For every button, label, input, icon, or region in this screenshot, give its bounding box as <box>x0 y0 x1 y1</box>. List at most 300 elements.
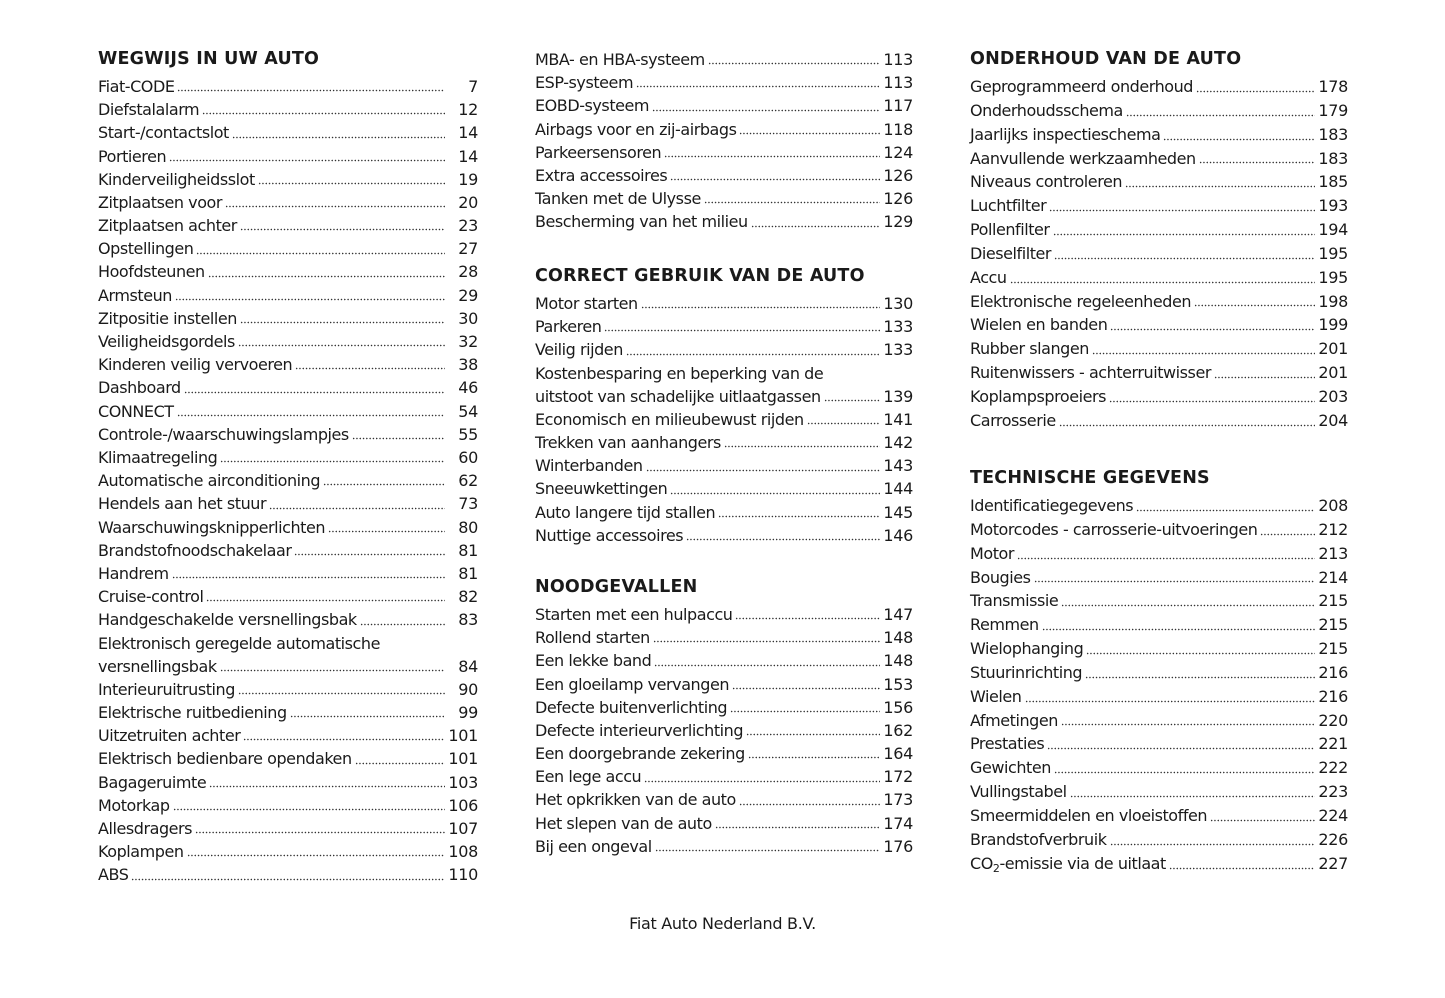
dot-leader <box>739 123 880 135</box>
entry-title: ABS <box>98 865 129 885</box>
dot-leader <box>1194 295 1315 307</box>
toc-entry[interactable] <box>98 237 478 260</box>
dot-leader <box>1017 548 1315 560</box>
entry-title: CONNECT <box>98 401 174 421</box>
dot-leader <box>209 776 445 788</box>
toc-entry[interactable] <box>970 804 1348 828</box>
dot-leader <box>352 428 445 440</box>
toc-entry[interactable] <box>970 385 1348 409</box>
toc-entry[interactable] <box>98 307 478 330</box>
entry-title: Start-/contactslot <box>98 123 229 143</box>
entry-title: Extra accessoires <box>535 165 668 185</box>
dot-leader <box>1049 200 1315 212</box>
entry-title: Onderhoudsschema <box>970 100 1123 120</box>
entry-title: Vullingstabel <box>970 782 1067 802</box>
toc-entry[interactable] <box>98 75 478 98</box>
dot-leader <box>1054 248 1315 260</box>
toc-entry[interactable] <box>970 290 1348 314</box>
entry-title: Parkeren <box>535 317 602 337</box>
entry-title: uitstoot van schadelijke uitlaatgassen <box>535 386 821 406</box>
dot-leader <box>208 266 445 278</box>
toc-entry[interactable] <box>535 742 913 765</box>
page-number: 143 <box>883 456 913 476</box>
entry-title: Aanvullende werkzaamheden <box>970 148 1196 168</box>
dot-leader <box>1086 643 1315 655</box>
toc-entry[interactable] <box>535 626 913 649</box>
entry-title: Dieselfilter <box>970 243 1052 263</box>
page-number: 195 <box>1318 243 1348 263</box>
dot-leader <box>240 219 445 231</box>
page-number: 62 <box>458 471 478 491</box>
entry-title: Automatische airconditioning <box>98 471 321 491</box>
page-number: 185 <box>1318 172 1348 192</box>
toc-entry[interactable] <box>98 261 478 284</box>
toc-list <box>535 48 913 234</box>
entry-title: Motor starten <box>535 293 638 313</box>
page-number: 101 <box>448 726 478 746</box>
entry-title: Niveaus controleren <box>970 172 1123 192</box>
toc-entry[interactable] <box>98 168 478 191</box>
entry-title: Diefstalalarm <box>98 100 200 120</box>
entry-title-line1: Kostenbesparing en beperking van de <box>535 363 824 383</box>
toc-entry[interactable] <box>98 840 478 863</box>
toc-entry[interactable] <box>98 771 478 794</box>
toc-entry[interactable] <box>970 170 1348 194</box>
page-number: 133 <box>883 340 913 360</box>
entry-title: Elektrische ruitbediening <box>98 703 287 723</box>
section-heading: TECHNISCHE GEGEVENS <box>970 468 1210 488</box>
toc-entry[interactable] <box>98 423 478 446</box>
toc-entry[interactable] <box>98 817 478 840</box>
page-number: 201 <box>1318 339 1348 359</box>
toc-entry[interactable] <box>535 141 913 164</box>
page-number: 224 <box>1318 805 1348 825</box>
toc-entry[interactable] <box>535 524 913 547</box>
entry-title: MBA- en HBA-systeem <box>535 49 705 69</box>
section-wegwijs <box>98 47 478 887</box>
page-number: 194 <box>1318 220 1348 240</box>
entry-title: Een doorgebrande zekering <box>535 744 745 764</box>
dot-leader <box>169 150 445 162</box>
page-number: 162 <box>883 720 913 740</box>
page-number: 193 <box>1318 196 1348 216</box>
toc-entry[interactable] <box>98 376 478 399</box>
entry-title: Het slepen van de auto <box>535 813 712 833</box>
toc-entry[interactable] <box>98 121 478 144</box>
page-number: 216 <box>1318 686 1348 706</box>
toc-entry[interactable] <box>535 719 913 742</box>
page-number: 212 <box>1318 519 1348 539</box>
toc-entry[interactable] <box>970 518 1348 542</box>
page-number: 14 <box>458 123 478 143</box>
toc-entry[interactable] <box>970 780 1348 804</box>
entry-title: Uitzetruiten achter <box>98 726 241 746</box>
entry-title: Gewichten <box>970 758 1051 778</box>
toc-list <box>970 494 1348 876</box>
page-number: 215 <box>1318 591 1348 611</box>
entry-title: Armsteun <box>98 285 172 305</box>
toc-entry[interactable] <box>535 187 913 210</box>
page-number: 145 <box>883 502 913 522</box>
dot-leader <box>746 724 880 736</box>
entry-title: Transmissie <box>970 591 1059 611</box>
dot-leader <box>670 169 880 181</box>
entry-title: EOBD-systeem <box>535 96 650 116</box>
page-number: 99 <box>458 703 478 723</box>
dot-leader <box>232 127 445 139</box>
entry-title: Veiligheidsgordels <box>98 332 235 352</box>
toc-entry[interactable] <box>535 71 913 94</box>
toc-entry[interactable] <box>98 98 478 121</box>
page-number: 148 <box>883 651 913 671</box>
toc-entry[interactable] <box>535 789 913 812</box>
toc-entry[interactable] <box>98 632 478 678</box>
dot-leader <box>1110 834 1315 846</box>
page-number: 146 <box>883 525 913 545</box>
toc-list <box>535 292 913 547</box>
toc-entry[interactable] <box>970 828 1348 852</box>
toc-entry[interactable] <box>535 118 913 141</box>
section-onderhoud <box>970 47 1348 433</box>
dot-leader <box>220 451 445 463</box>
toc-entry[interactable] <box>970 709 1348 733</box>
entry-title: Tanken met de Ulysse <box>535 189 701 209</box>
toc-entry[interactable] <box>98 284 478 307</box>
toc-entry[interactable] <box>98 446 478 469</box>
toc-entry[interactable] <box>98 330 478 353</box>
page-number: 54 <box>458 401 478 421</box>
entry-title: Hoofdsteunen <box>98 262 205 282</box>
entry-title: Motorcodes - carrosserie-uitvoeringen <box>970 519 1258 539</box>
toc-entry[interactable] <box>970 637 1348 661</box>
toc-entry[interactable] <box>98 516 478 539</box>
page-number: 60 <box>458 447 478 467</box>
page-number: 7 <box>468 76 478 96</box>
toc-entry[interactable] <box>98 191 478 214</box>
page-number: 107 <box>448 818 478 838</box>
toc-entry[interactable] <box>970 147 1348 171</box>
dot-leader <box>187 845 445 857</box>
entry-title: Koplampsproeiers <box>970 386 1106 406</box>
entry-title: ESP-systeem <box>535 73 634 93</box>
entry-title: Stuurinrichting <box>970 662 1083 682</box>
toc-entry[interactable] <box>970 852 1348 876</box>
page-number: 106 <box>448 795 478 815</box>
dot-leader <box>177 80 445 92</box>
entry-title: Brandstofverbruik <box>970 829 1107 849</box>
toc-entry[interactable] <box>535 94 913 117</box>
toc-entry[interactable] <box>970 661 1348 685</box>
toc-entry[interactable] <box>535 812 913 835</box>
entry-title: Controle-/waarschuwingslampjes <box>98 424 349 444</box>
toc-entry[interactable] <box>970 242 1348 266</box>
entry-title: Een lekke band <box>535 651 652 671</box>
toc-entry[interactable] <box>535 765 913 788</box>
entry-title: Wielen <box>970 686 1022 706</box>
toc-entry[interactable] <box>535 408 913 431</box>
page-number: 19 <box>458 169 478 189</box>
entry-title: Wielophanging <box>970 639 1084 659</box>
toc-entry[interactable] <box>535 478 913 501</box>
entry-title: Economisch en milieubewust rijden <box>535 409 804 429</box>
page-number: 195 <box>1318 267 1348 287</box>
toc-entry[interactable] <box>970 266 1348 290</box>
dot-leader <box>1047 738 1315 750</box>
toc-entry[interactable] <box>970 756 1348 780</box>
dot-leader <box>238 335 445 347</box>
entry-title: Starten met een hulpaccu <box>535 604 733 624</box>
entry-title: Trekken van aanhangers <box>535 433 721 453</box>
dot-leader <box>294 544 445 556</box>
entry-title: Koplampen <box>98 842 184 862</box>
dot-leader <box>1214 367 1315 379</box>
entry-title: Allesdragers <box>98 818 193 838</box>
dot-leader <box>646 460 880 472</box>
toc-list <box>970 75 1348 433</box>
entry-title: Geprogrammeerd onderhoud <box>970 77 1194 96</box>
page-number: 118 <box>883 119 913 139</box>
page-number: 129 <box>883 212 913 232</box>
toc-list <box>98 75 478 887</box>
toc-entry[interactable] <box>98 562 478 585</box>
dot-leader <box>652 100 880 112</box>
entry-title: Motor <box>970 543 1014 563</box>
toc-entry[interactable] <box>970 613 1348 637</box>
dot-leader <box>206 590 445 602</box>
toc-entry[interactable] <box>535 210 913 233</box>
entry-title: Remmen <box>970 615 1039 635</box>
toc-entry[interactable] <box>970 99 1348 123</box>
toc-entry[interactable] <box>970 494 1348 518</box>
dot-leader <box>225 196 445 208</box>
page-number: 156 <box>883 697 913 717</box>
entry-title: Wielen en banden <box>970 315 1108 335</box>
page-number: 117 <box>883 96 913 116</box>
dot-leader <box>1070 786 1315 798</box>
toc-entry[interactable] <box>970 194 1348 218</box>
toc-entry[interactable] <box>98 724 478 747</box>
entry-title: Accu <box>970 267 1007 287</box>
dot-leader <box>655 840 880 852</box>
page-number: 38 <box>458 355 478 375</box>
toc-entry[interactable] <box>98 145 478 168</box>
toc-entry[interactable] <box>970 542 1348 566</box>
dot-leader <box>258 173 445 185</box>
page-number: 30 <box>458 308 478 328</box>
dot-leader <box>202 103 445 115</box>
toc-entry[interactable] <box>535 454 913 477</box>
page-number: 226 <box>1318 829 1348 849</box>
page-number: 178 <box>1318 77 1348 96</box>
entry-title: Brandstofnoodschakelaar <box>98 540 292 560</box>
footer-publisher: Fiat Auto Nederland B.V. <box>629 914 816 933</box>
toc-entry[interactable] <box>535 315 913 338</box>
entry-title: Portieren <box>98 146 167 166</box>
dot-leader <box>173 799 445 811</box>
entry-title: Luchtfilter <box>970 196 1047 216</box>
page-number: 222 <box>1318 758 1348 778</box>
page-number: 183 <box>1318 148 1348 168</box>
dot-leader <box>1053 224 1315 236</box>
toc-entry[interactable] <box>535 501 913 524</box>
entry-title: Sneeuwkettingen <box>535 479 668 499</box>
entry-title: Opstellingen <box>98 239 194 259</box>
page-number: 29 <box>458 285 478 305</box>
page-number: 172 <box>883 767 913 787</box>
toc-entry[interactable] <box>98 794 478 817</box>
toc-entry[interactable] <box>98 747 478 770</box>
page-number: 80 <box>458 517 478 537</box>
dot-leader <box>644 771 880 783</box>
toc-entry[interactable] <box>535 696 913 719</box>
page-number: 216 <box>1318 662 1348 682</box>
entry-title: Fiat-CODE <box>98 76 175 96</box>
page-number: 83 <box>458 610 478 630</box>
entry-title: Smeermiddelen en vloeistoffen <box>970 805 1208 825</box>
toc-entry[interactable] <box>98 608 478 631</box>
dot-leader <box>355 753 445 765</box>
toc-entry[interactable] <box>98 701 478 724</box>
dot-leader <box>708 53 880 65</box>
page-number: 214 <box>1318 567 1348 587</box>
page-number: 173 <box>883 790 913 810</box>
page-number: 108 <box>448 842 478 862</box>
entry-title: Het opkrikken van de auto <box>535 790 736 810</box>
toc-entry[interactable] <box>970 361 1348 385</box>
entry-title: Rollend starten <box>535 628 650 648</box>
dot-leader <box>295 358 445 370</box>
entry-title: Bougies <box>970 567 1031 587</box>
toc-entry[interactable] <box>970 732 1348 756</box>
page-number: 204 <box>1318 410 1348 430</box>
entry-title: Zitplaatsen achter <box>98 216 237 236</box>
page-number: 23 <box>458 216 478 236</box>
page-number: 113 <box>883 73 913 93</box>
entry-title: Zitplaatsen voor <box>98 192 222 212</box>
toc-entry[interactable] <box>970 218 1348 242</box>
entry-title: versnellingsbak <box>98 656 217 676</box>
page-number: 82 <box>458 587 478 607</box>
page-number: 113 <box>883 49 913 69</box>
section-technische-gegevens <box>970 466 1348 876</box>
toc-entry[interactable] <box>535 649 913 672</box>
toc-entry[interactable] <box>98 678 478 701</box>
page-number: 14 <box>458 146 478 166</box>
page-number: 215 <box>1318 639 1348 659</box>
dot-leader <box>131 869 445 881</box>
toc-entry[interactable] <box>98 353 478 376</box>
entry-title: Nuttige accessoires <box>535 525 684 545</box>
page-number: 84 <box>458 656 478 676</box>
toc-entry[interactable] <box>98 863 478 886</box>
dot-leader <box>1059 415 1315 427</box>
toc-entry[interactable] <box>535 431 913 454</box>
page-number: 203 <box>1318 386 1348 406</box>
entry-title: Identificatiegegevens <box>970 496 1134 515</box>
entry-title-line1: Elektronisch geregelde automatische <box>98 633 380 653</box>
dot-leader <box>641 297 880 309</box>
page-number: 174 <box>883 813 913 833</box>
toc-entry[interactable] <box>970 313 1348 337</box>
toc-entry[interactable] <box>98 539 478 562</box>
section-heading: NOODGEVALLEN <box>535 577 698 597</box>
dot-leader <box>1061 595 1315 607</box>
entry-title: Auto langere tijd stallen <box>535 502 716 522</box>
page-number: 139 <box>883 386 913 406</box>
entry-title: Airbags voor en zij-airbags <box>535 119 737 139</box>
page-number: 153 <box>883 674 913 694</box>
toc-entry[interactable] <box>98 585 478 608</box>
dot-leader <box>715 817 880 829</box>
dot-leader <box>184 382 445 394</box>
toc-entry[interactable] <box>970 123 1348 147</box>
dot-leader <box>1025 691 1316 703</box>
dot-leader <box>1196 81 1315 93</box>
dot-leader <box>732 678 880 690</box>
dot-leader <box>724 436 880 448</box>
toc-entry[interactable] <box>970 685 1348 709</box>
toc-entry[interactable] <box>970 337 1348 361</box>
toc-entry[interactable] <box>535 48 913 71</box>
dot-leader <box>636 76 880 88</box>
entry-title: Interieuruitrusting <box>98 679 235 699</box>
toc-entry[interactable] <box>970 589 1348 613</box>
page-number: 20 <box>458 192 478 212</box>
dot-leader <box>1125 176 1315 188</box>
dot-leader <box>172 567 445 579</box>
dot-leader <box>748 747 880 759</box>
entry-title: Defecte interieurverlichting <box>535 720 744 740</box>
entry-title: Motorkap <box>98 795 170 815</box>
page-number: 126 <box>883 165 913 185</box>
toc-entry[interactable] <box>970 566 1348 590</box>
section-wegwijs-continued <box>535 48 913 234</box>
entry-title: Pollenfilter <box>970 220 1050 240</box>
toc-entry[interactable] <box>98 492 478 515</box>
toc-entry[interactable] <box>535 338 913 361</box>
toc-entry[interactable] <box>535 164 913 187</box>
entry-title: Jaarlijks inspectieschema <box>970 124 1161 144</box>
toc-entry[interactable] <box>535 292 913 315</box>
dot-leader <box>664 146 880 158</box>
toc-entry[interactable] <box>98 400 478 423</box>
toc-entry[interactable] <box>535 362 913 408</box>
page-number: 179 <box>1318 100 1348 120</box>
entry-title-rest: -emissie via de uitlaat <box>999 853 1166 873</box>
dot-leader <box>1092 343 1315 355</box>
dot-leader <box>196 243 445 255</box>
page-number: 12 <box>458 100 478 120</box>
dot-leader <box>604 320 880 332</box>
dot-leader <box>1054 762 1315 774</box>
toc-entry[interactable] <box>535 603 913 626</box>
entry-title: Bij een ongeval <box>535 836 652 856</box>
page-number: 55 <box>458 424 478 444</box>
dot-leader <box>686 529 880 541</box>
dot-leader <box>654 655 880 667</box>
page-number: 103 <box>448 772 478 792</box>
toc-entry[interactable] <box>970 409 1348 433</box>
toc-entry[interactable] <box>535 673 913 696</box>
toc-entry[interactable] <box>98 214 478 237</box>
toc-entry[interactable] <box>970 75 1348 99</box>
toc-entry[interactable] <box>98 469 478 492</box>
toc-entry[interactable] <box>535 835 913 858</box>
entry-title: Bescherming van het milieu <box>535 212 748 232</box>
entry-title: Veilig rijden <box>535 340 623 360</box>
page-number: 126 <box>883 189 913 209</box>
page-number: 142 <box>883 433 913 453</box>
